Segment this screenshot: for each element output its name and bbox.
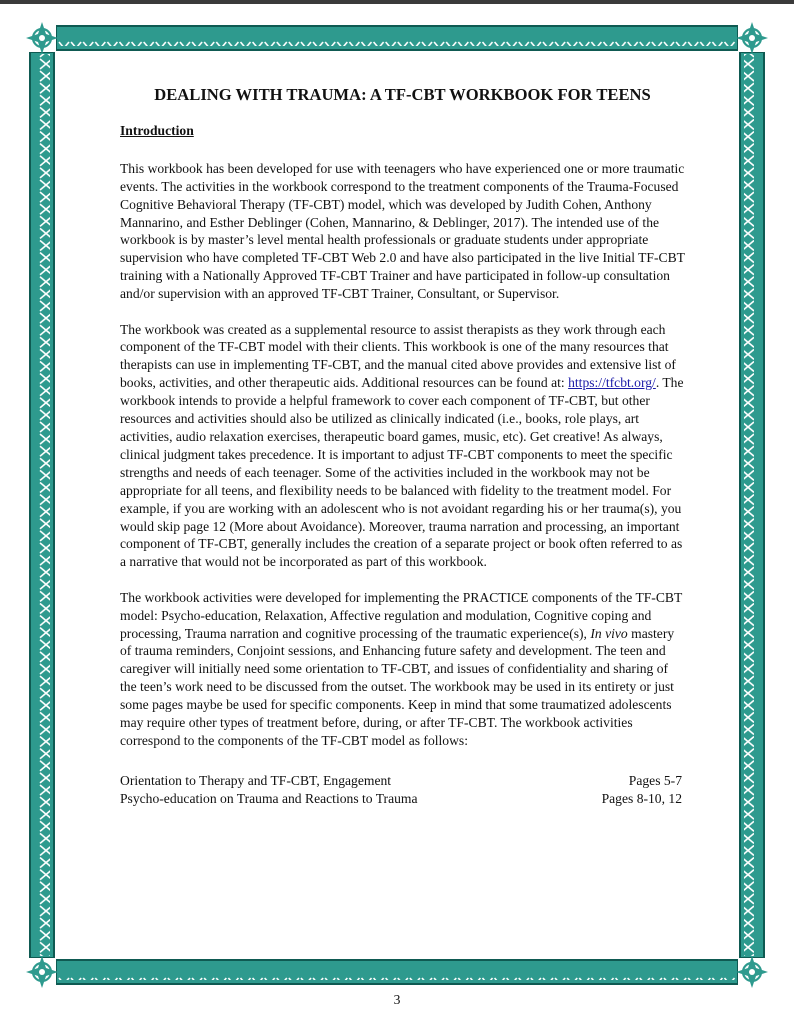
paragraph-1: This workbook has been developed for use with teenagers who have experienced one or more traumatic events. The activities in the workbook correspond to the treatment components of the Trauma-Focused Cognitive Behavioral Therapy (TF-CBT) model, which was developed by Judith Cohen, Anthony Mannarino, and Esther Deblinger (Cohen, Mannarino, & Deblinger, 2017). The intended use of the workbook is by master’s level mental health professionals or graduate students under appropriate supervision who have completed TF-CBT Web 2.0 and have also participated in the live Initial TF-CBT training with a Nationally Approved TF-CBT Trainer and have participated in follow-up consultation and/or supervision with an approved TF-CBT Trainer, Consultant, or Supervisor. [120, 160, 685, 302]
paragraph-2-text-a: The workbook was created as a supplemental resource to assist therapists as they work through each component of the TF-CBT model with their clients. This workbook is one of the many resources that therapists can use in implementing TF-CBT, and the manual cited above provides and extensive list of books, activities, and other therapeutic aids. Additional resources can be found at: [120, 321, 676, 391]
section-heading-introduction: Introduction [120, 122, 194, 138]
toc-label: Orientation to Therapy and TF-CBT, Engagement [120, 772, 392, 788]
paragraph-2 [120, 321, 686, 572]
toc-pages: Pages 5-7 [628, 772, 682, 788]
corner-ornament-bottom-left [26, 956, 58, 988]
page-content [120, 86, 686, 808]
toc-row [120, 772, 686, 790]
paragraph-3-italic: In vivo [590, 625, 628, 641]
tfcbt-link[interactable]: https://tfcbt.org/ [568, 375, 656, 391]
toc-label: Psycho-education on Trauma and Reactions to Trauma [120, 790, 418, 806]
paragraph-3-text-b: mastery of trauma reminders, Conjoint sessions, and Enhancing future safety and development. The teen and caregiver will initially need some orientation to TF-CBT, and issues of confidentiality and sharing of the teen’s work need to be discussed from the outset. The workbook may be used in its entirety or just some pages maybe be used for specific components. Keep in mind that some traumatized adolescents may require other types of treatment before, during, or after TF-CBT. The workbook activities correspond to the components of the TF-CBT model as follows: [120, 625, 675, 748]
component-page-list [120, 772, 686, 808]
corner-ornament-top-left [26, 22, 58, 54]
toc-pages: Pages 8-10, 12 [601, 790, 682, 806]
page-number: 3 [393, 992, 401, 1007]
paragraph-2-text-b: . The workbook intends to provide a helpful framework to cover each component of TF-CBT, but other resources and activities should also be utilized as clinically indicated (i.e., books, role plays, art activities, audio relaxation exercises, therapeutic board games, music, etc). Get creative! As always, clinical judgment takes precedence. It is important to adjust TF-CBT components to meet the specific strengths and needs of each teenager. Some of the activities included in the workbook may not be appropriate for all teens, and flexibility needs to be balanced with fidelity to the treatment model. For example, if you are working with an adolescent who is not avoidant regarding his or her trauma(s), you would skip page 12 (More about Avoidance). Moreover, trauma narration and processing, an important component of TF-CBT, generally includes the creation of a separate project or book often referred to as a narrative that would not be incorporated as part of this workbook. [120, 375, 684, 570]
corner-ornament-bottom-right [736, 956, 768, 988]
document-title: DEALING WITH TRAUMA: A TF-CBT WORKBOOK FOR TEENS [154, 85, 651, 104]
corner-ornament-top-right [736, 22, 768, 54]
paragraph-3-text-a: The workbook activities were developed for implementing the PRACTICE components of the TF-CBT model: Psycho-education, Relaxation, Affective regulation and modulation, Cognitive coping and processing, Trauma narration and cognitive processing of the traumatic experience(s), [120, 589, 683, 641]
paragraph-3 [120, 589, 686, 750]
toc-row [120, 790, 686, 808]
